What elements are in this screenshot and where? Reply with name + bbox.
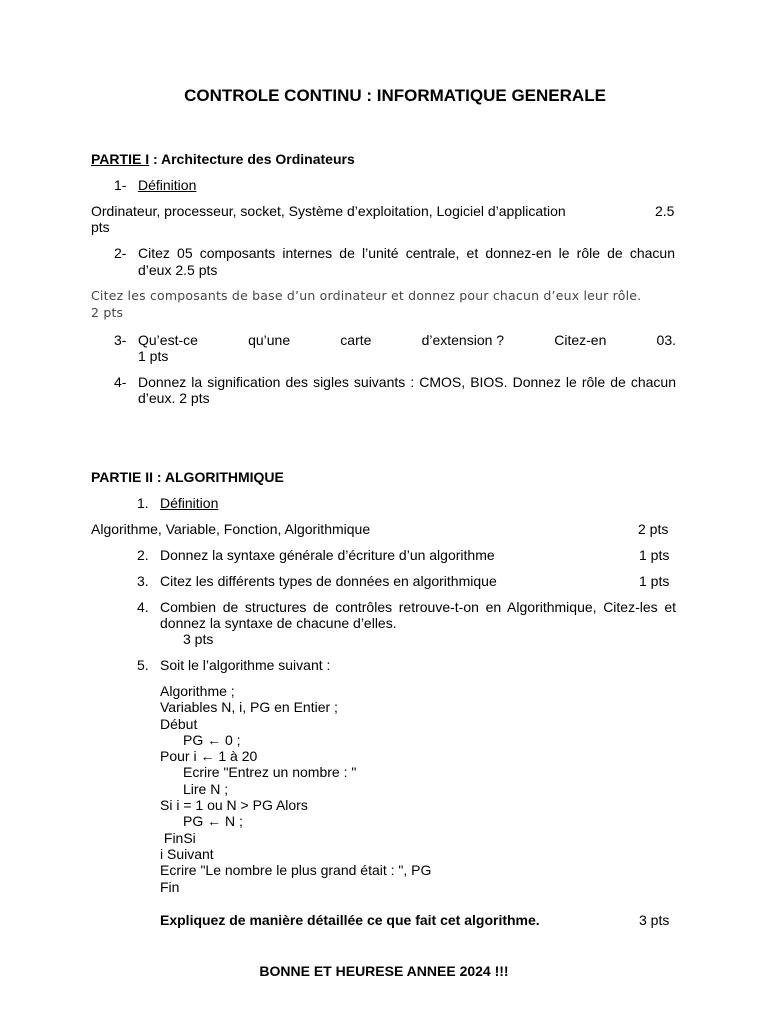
- p2-q4-line1: Combien de structures de contrôles retrouve-t-on en Algorithmique, Citez-les et: [160, 599, 676, 615]
- partie-1-label: PARTIE I: [91, 151, 150, 167]
- algo-line: PG ← N ;: [183, 813, 243, 830]
- partie-1-subtitle: : Architecture des Ordinateurs: [149, 151, 355, 167]
- algo-line: Ecrire "Le nombre le plus grand était : ", PG: [160, 862, 432, 879]
- p1-q4-number: 4-: [114, 374, 127, 390]
- algo-line: Variables N, i, PG en Entier ;: [160, 699, 338, 716]
- p1-q3-line2: 1 pts: [138, 348, 169, 364]
- p2-q5-number: 5.: [137, 657, 149, 673]
- p1-q3-word: qu’une: [248, 332, 291, 348]
- extra-question-line1: Citez les composants de base d’un ordinateur et donnez pour chacun d’eux leur rôle.: [91, 288, 642, 303]
- p1-q1-terms: Ordinateur, processeur, socket, Système d’exploitation, Logiciel d’application: [91, 203, 566, 219]
- p2-q1-points: 2 pts: [638, 521, 669, 537]
- p2-q4-points: 3 pts: [183, 631, 214, 647]
- p2-q4-number: 4.: [137, 599, 149, 615]
- p1-q1-number: 1-: [114, 177, 127, 193]
- explain-points: 3 pts: [639, 912, 670, 928]
- p1-q4-line1: Donnez la signification des sigles suivants : CMOS, BIOS. Donnez le rôle de chacun: [138, 374, 676, 390]
- p2-q2-text: Donnez la syntaxe générale d’écriture d’un algorithme: [160, 547, 495, 563]
- p1-q2-line1: Citez 05 composants internes de l’unité centrale, et donnez-en le rôle de chacun: [138, 245, 675, 261]
- p2-q1-label: Définition: [160, 495, 219, 511]
- algo-line: FinSi: [160, 829, 196, 846]
- algo-line: PG ← 0 ;: [183, 731, 241, 748]
- extra-question-line2: 2 pts: [91, 305, 124, 320]
- algo-line: Lire N ;: [183, 780, 229, 797]
- algo-line: Pour i ← 1 à 20: [160, 748, 258, 765]
- algo-line: Algorithme ;: [160, 683, 235, 699]
- p1-q3-number: 3-: [114, 332, 127, 348]
- algo-line: Ecrire "Entrez un nombre : ": [183, 764, 357, 781]
- algo-line: Début: [160, 715, 198, 732]
- p2-q3-number: 3.: [137, 573, 149, 589]
- partie-1-heading: [91, 151, 355, 167]
- footer-greeting: BONNE ET HEURESE ANNEE 2024 !!!: [259, 963, 509, 979]
- p1-q1-label: Définition: [138, 177, 197, 193]
- p2-q1-number: 1.: [137, 495, 149, 511]
- p1-q1-points: 2.5: [655, 203, 675, 219]
- p2-q3-text: Citez les différents types de données en algorithmique: [160, 573, 497, 589]
- partie-2-heading: PARTIE II : ALGORITHMIQUE: [91, 469, 284, 485]
- p1-q3-word: Citez-en: [554, 332, 607, 348]
- page-title: CONTROLE CONTINU : INFORMATIQUE GENERALE: [184, 86, 606, 105]
- p2-q2-number: 2.: [137, 547, 149, 563]
- algo-line: Si i = 1 ou N > PG Alors: [160, 797, 308, 814]
- p1-q3-word: d’extension ?: [421, 332, 505, 348]
- p2-q1-terms: Algorithme, Variable, Fonction, Algorithmique: [91, 521, 371, 537]
- p1-q3-word: 03.: [656, 332, 676, 348]
- p1-q3-word: carte: [340, 332, 372, 348]
- p1-q3-word: Qu’est-ce: [138, 332, 198, 348]
- algo-line: i Suivant: [160, 845, 214, 862]
- p1-q1-points-unit: pts: [91, 219, 110, 235]
- algorithm-block: [160, 683, 431, 895]
- p1-q4-line2: d’eux. 2 pts: [138, 390, 210, 406]
- p2-q2-points: 1 pts: [639, 547, 670, 563]
- p1-q3-line1: [138, 332, 676, 348]
- p2-q3-points: 1 pts: [639, 573, 670, 589]
- p2-q4-line2: donnez la syntaxe de chacune d’elles.: [160, 615, 397, 631]
- p2-q5-text: Soit le l’algorithme suivant :: [160, 657, 331, 673]
- algo-line: Fin: [160, 878, 180, 895]
- explain-question: Expliquez de manière détaillée ce que fait cet algorithme.: [160, 912, 540, 928]
- p1-q2-number: 2-: [114, 245, 127, 261]
- p1-q2-line2: d’eux 2.5 pts: [138, 262, 218, 278]
